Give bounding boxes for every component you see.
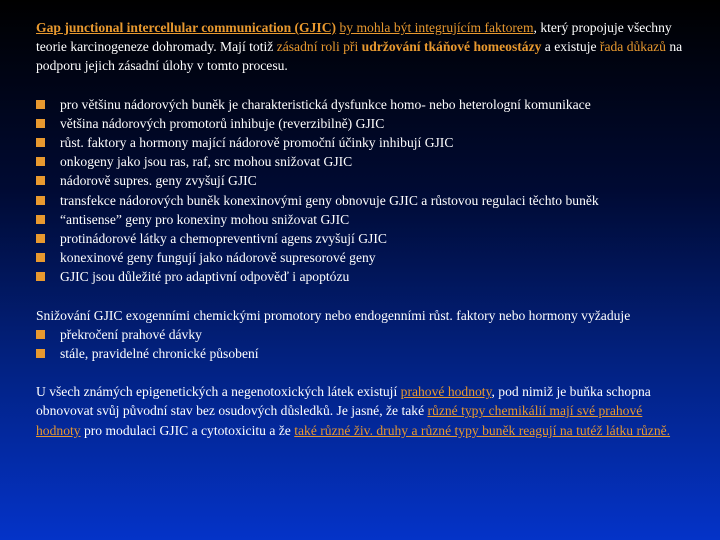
evidence-text: řada důkazů	[599, 39, 666, 55]
square-bullet-icon	[36, 176, 45, 185]
threshold-paragraph: U všech známých epigenetických a negenotoxických látek existují prahové hodnoty, pod nimiž je buňka schopna obnovovat svůj původní stav bez osudových důsledků. Je jasné, že také různé typy chemikálií mají své prahové hodnoty pro modulaci GJIC a cytotoxicitu a že také různé živ. druhy a různé typy buněk reagují na tutéž látku různě.	[36, 384, 671, 438]
square-bullet-icon	[36, 138, 45, 147]
homeostasis-text: udržování tkáňové homeostázy	[361, 39, 542, 55]
bullet-item: stále, pravidelné chronické působení	[36, 344, 688, 363]
slide-content	[36, 18, 688, 440]
spacer	[36, 287, 688, 306]
bullet-item: onkogeny jako jsou ras, raf, src mohou snižovat GJIC	[36, 152, 688, 171]
square-bullet-icon	[36, 272, 45, 281]
gjic-link-tail: by mohla být integrujícím faktorem	[339, 20, 534, 35]
square-bullet-icon	[36, 234, 45, 243]
bullet-item: “antisense” geny pro konexiny mohou snižovat GJIC	[36, 210, 688, 229]
square-bullet-icon	[36, 215, 45, 224]
gjic-bullet-list	[36, 95, 688, 287]
bullet-item: překročení prahové dávky	[36, 325, 688, 344]
bullet-item: GJIC jsou důležité pro adaptivní odpověď i apoptózu	[36, 267, 688, 286]
threshold-values-text: prahové hodnoty	[400, 384, 492, 400]
bullet-item: protinádorové látky a chemopreventivní agens zvyšují GJIC	[36, 229, 688, 248]
square-bullet-icon	[36, 253, 45, 262]
bullet-item: transfekce nádorových buněk konexinovými geny obnovuje GJIC a růstovou regulaci těchto buněk	[36, 191, 688, 210]
requirement-bullet-list	[36, 325, 688, 363]
species-response-text: také různé živ. druhy a různé typy buněk reagují na tutéž látku různě.	[294, 422, 671, 438]
square-bullet-icon	[36, 196, 45, 205]
square-bullet-icon	[36, 349, 45, 358]
gjic-title: Gap junctional intercellular communication (GJIC)	[36, 20, 337, 35]
bullet-item: většina nádorových promotorů inhibuje (reverzibilně) GJIC	[36, 114, 688, 133]
bullet-item: růst. faktory a hormony mající nádorově promoční účinky inhibují GJIC	[36, 133, 688, 152]
square-bullet-icon	[36, 119, 45, 128]
bullet-item: pro většinu nádorových buněk je charakteristická dysfunkce homo- nebo heterologní komunikace	[36, 95, 688, 114]
intro-paragraph: Gap junctional intercellular communication (GJIC) by mohla být integrujícím faktorem, který propojuje všechny teorie karcinogeneze dohromady. Mají totiž zásadní roli při udržování tkáňové homeostázy a existuje řada důkazů na podporu jejich zásadní úlohy v tomto procesu.	[36, 20, 683, 74]
reduction-paragraph: Snižování GJIC exogenními chemickými promotory nebo endogenními růst. faktory nebo hormony vyžaduje	[36, 307, 631, 323]
spacer	[36, 363, 688, 382]
chemical-thresholds-text: různé typy chemikálií mají své prahové hodnoty	[36, 403, 643, 438]
key-role-text: zásadní roli při	[276, 39, 359, 55]
square-bullet-icon	[36, 330, 45, 339]
square-bullet-icon	[36, 157, 45, 166]
square-bullet-icon	[36, 100, 45, 109]
bullet-item: konexinové geny fungují jako nádorově supresorové geny	[36, 248, 688, 267]
bullet-item: nádorově supres. geny zvyšují GJIC	[36, 171, 688, 190]
